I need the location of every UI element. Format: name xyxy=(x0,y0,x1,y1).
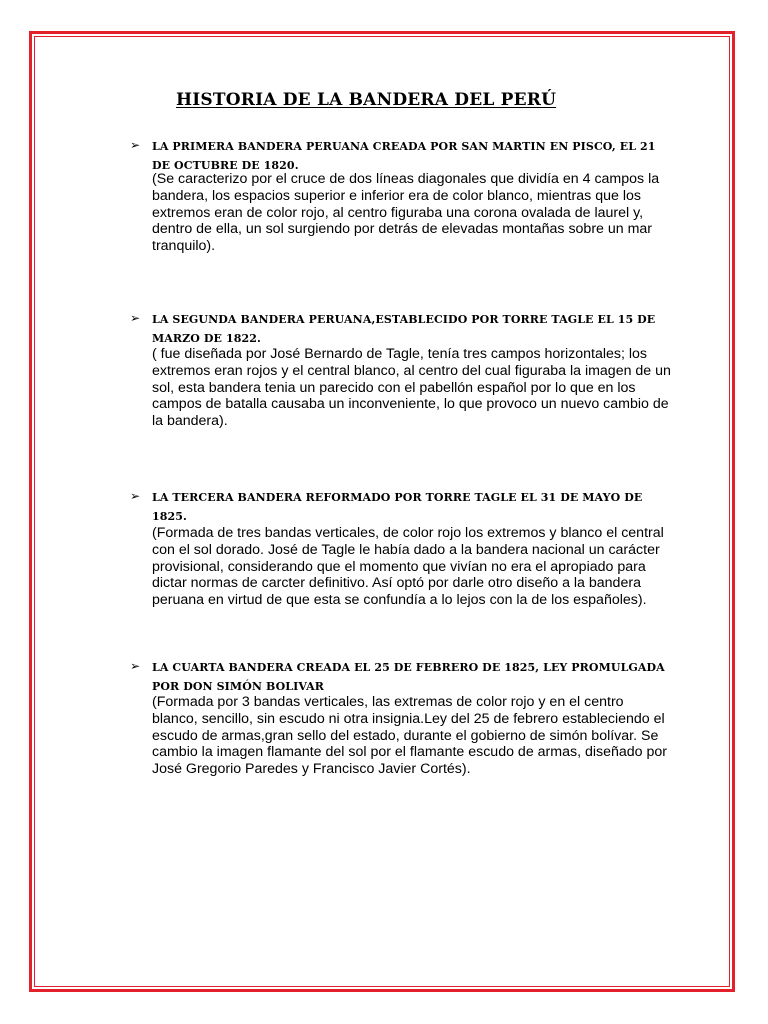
arrow-bullet-icon: ➢ xyxy=(130,659,141,673)
section-heading: LA PRIMERA BANDERA PERUANA CREADA POR SAN MARTIN EN PISCO, EL 21 DE OCTUBRE DE 1820. xyxy=(152,140,656,172)
document-title: HISTORIA DE LA BANDERA DEL PERÚ xyxy=(176,90,557,110)
section-body: (Formada por 3 bandas verticales, las extremas de color rojo y en el centro blanco, sencillo, sin escudo ni otra insignia.Ley del 25 de febrero estableciendo el escudo de armas,gran sello del estado, durante el gobierno de simón bolívar. Se cambio la imagen flamante del sol por el flamante escudo de armas, diseñado por José Gregorio Paredes y Francisco Javier Cortés). xyxy=(152,694,667,778)
arrow-bullet-icon: ➢ xyxy=(130,489,141,503)
section-body: (Se caracterizo por el cruce de dos líneas diagonales que dividía en 4 campos la bandera, los espacios superior e inferior era de color blanco, mientras que los extremos eran de color rojo, al centro figuraba una corona ovalada de laurel y, dentro de ella, un sol surgiendo por detrás de elevadas montañas sobre un mar tranquilo). xyxy=(152,171,660,255)
section-body: (Formada de tres bandas verticales, de color rojo los extremos y blanco el central con el sol dorado. José de Tagle le había dado a la bandera nacional un carácter provisional, considerando que el momento que vivían no era el apropiado para dictar normas de carcter definitivo. Así optó por darle otro diseño a la bandera peruana en virtud de que esta se confundía a lo lejos con la de los españoles). xyxy=(152,525,664,609)
arrow-bullet-icon: ➢ xyxy=(130,138,141,152)
section-heading: LA SEGUNDA BANDERA PERUANA,ESTABLECIDO POR TORRE TAGLE EL 15 DE MARZO DE 1822. xyxy=(152,313,656,345)
section-heading: LA TERCERA BANDERA REFORMADO POR TORRE TAGLE EL 31 DE MAYO DE 1825. xyxy=(152,491,643,523)
arrow-bullet-icon: ➢ xyxy=(130,311,141,325)
section-heading: LA CUARTA BANDERA CREADA EL 25 DE FEBRERO DE 1825, LEY PROMULGADA POR DON SIMÓN BOLIVAR xyxy=(152,661,665,693)
section-body: ( fue diseñada por José Bernardo de Tagle, tenía tres campos horizontales; los extremos eran rojos y el central blanco, al centro del cual figuraba la imagen de un sol, esta bandera tenia un parecido con el pabellón español por lo que en los campos de batalla causaba un inconveniente, lo que provoco un nuevo cambio de la bandera). xyxy=(152,346,671,430)
